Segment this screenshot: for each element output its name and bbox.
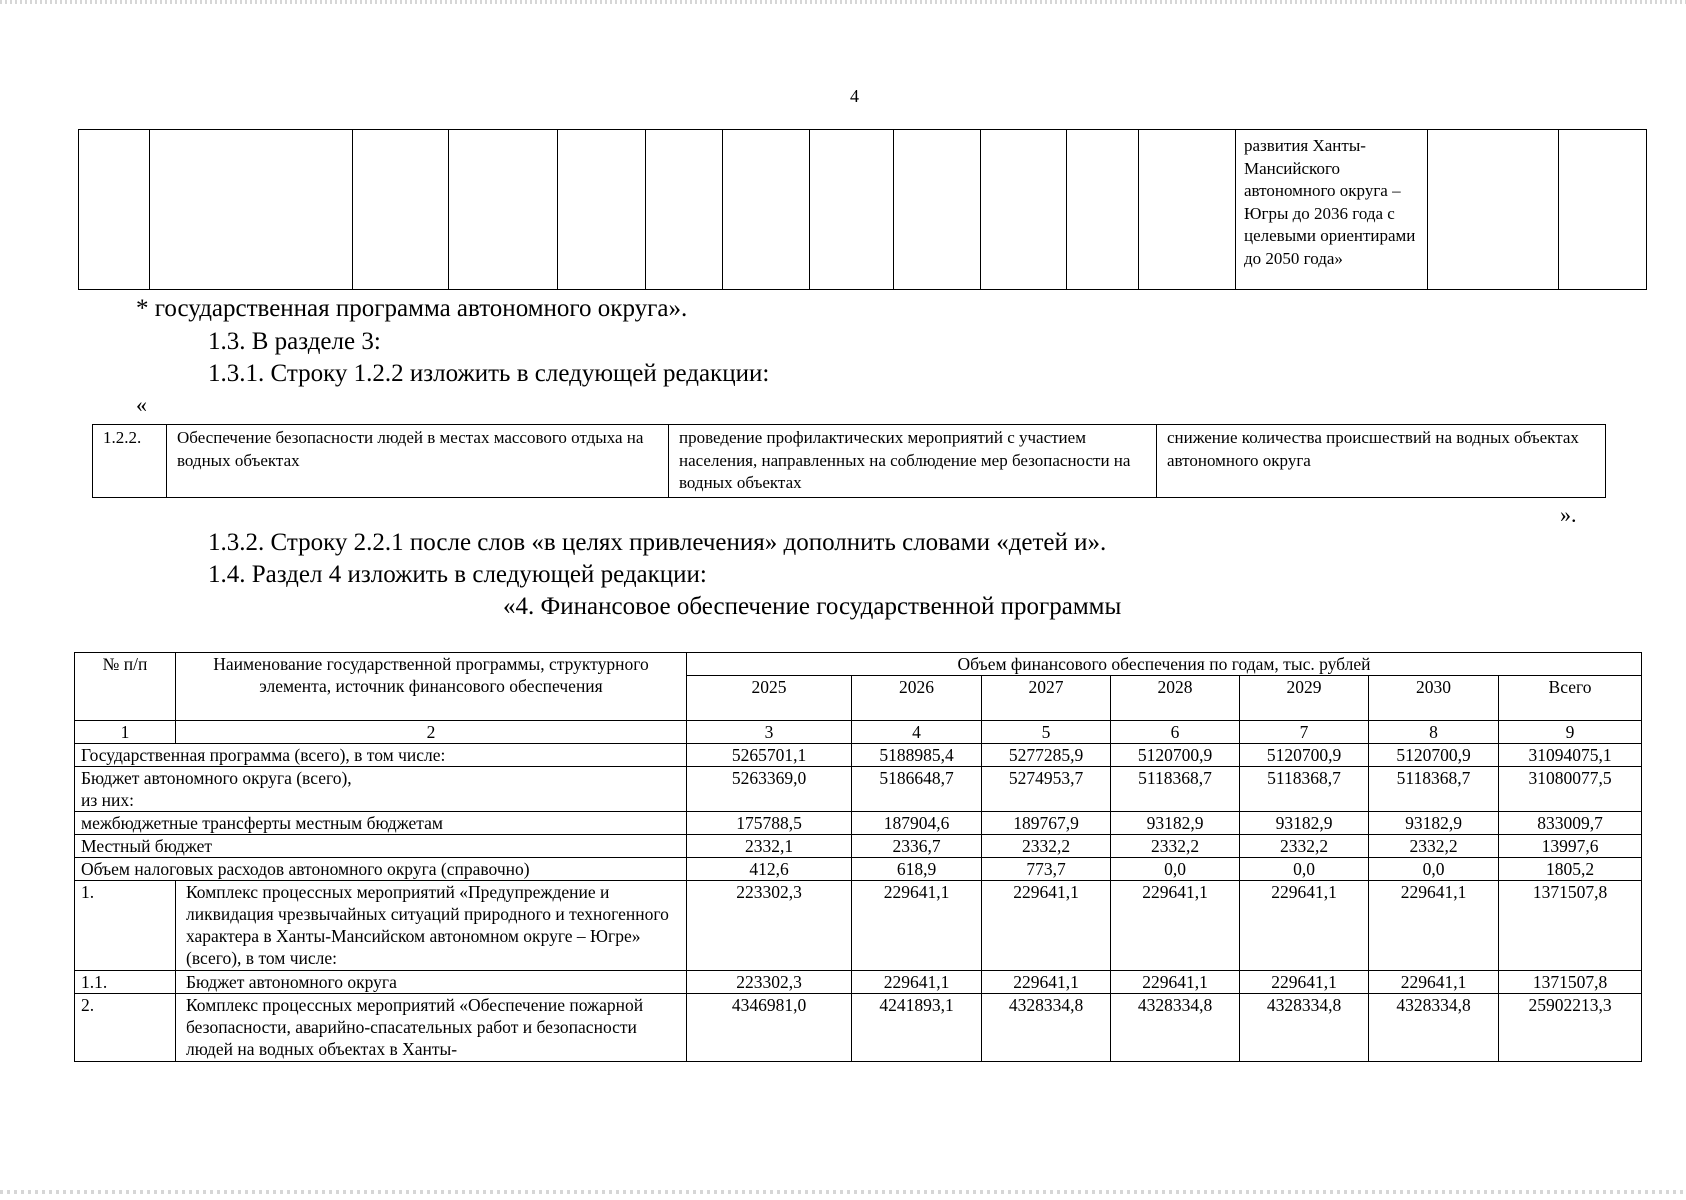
row-label: межбюджетные трансферты местным бюджетам	[75, 812, 687, 835]
frag-text-cell	[1236, 130, 1428, 290]
close-quote: ».	[1560, 502, 1577, 527]
column-number: 7	[1240, 721, 1369, 744]
row-label: Государственная программа (всего), в том числе:	[75, 744, 687, 767]
header-name: Наименование государственной программы, структурного элемента, источник финансового обеспечения	[176, 653, 687, 721]
cell-value: 2332,2	[1240, 835, 1369, 858]
cell-value: 773,7	[982, 858, 1111, 881]
cell-value: 2336,7	[852, 835, 982, 858]
column-number: 5	[982, 721, 1111, 744]
item-number: 1.	[75, 881, 176, 971]
column-number: 8	[1369, 721, 1499, 744]
frag-text: развития Ханты-Мансийского автономного округа – Югры до 2036 года с целевыми ориентирами до 2050 года»	[1244, 136, 1416, 268]
paragraph-1-3-2: 1.3.2. Строку 2.2.1 после слов «в целях привлечения» дополнить словами «детей и».	[208, 529, 1107, 556]
cell-value: 31080077,5	[1499, 767, 1642, 812]
header-year: 2030	[1369, 676, 1499, 721]
paragraph-1-3: 1.3. В разделе 3:	[208, 328, 381, 355]
cell-value: 229641,1	[852, 881, 982, 971]
table-row	[75, 812, 1642, 835]
cell-value: 833009,7	[1499, 812, 1642, 835]
frag-cell	[558, 130, 646, 290]
row-label: Объем налоговых расходов автономного округа (справочно)	[75, 858, 687, 881]
page-number: 4	[850, 86, 859, 106]
frag-cell	[449, 130, 558, 290]
frag-cell	[1139, 130, 1236, 290]
cell-value: 5186648,7	[852, 767, 982, 812]
header-year: 2029	[1240, 676, 1369, 721]
header-volume: Объем финансового обеспечения по годам, тыс. рублей	[687, 653, 1642, 676]
cell-value: 5118368,7	[1111, 767, 1240, 812]
cell-value: 5263369,0	[687, 767, 852, 812]
table-row	[75, 881, 1642, 971]
cell-value: 2332,2	[1369, 835, 1499, 858]
cell-value: 4328334,8	[1240, 994, 1369, 1062]
row-122-num: 1.2.2.	[93, 425, 167, 498]
cell-value: 229641,1	[1369, 971, 1499, 994]
cell-value: 5277285,9	[982, 744, 1111, 767]
cell-value: 5120700,9	[1240, 744, 1369, 767]
table-row	[75, 767, 1642, 812]
cell-value: 229641,1	[1240, 971, 1369, 994]
cell-value: 4346981,0	[687, 994, 852, 1062]
paragraph-1-4: 1.4. Раздел 4 изложить в следующей редакции:	[208, 561, 707, 588]
frag-cell	[810, 130, 894, 290]
row-label: Местный бюджет	[75, 835, 687, 858]
cell-value: 189767,9	[982, 812, 1111, 835]
row-122-measures: проведение профилактических мероприятий с участием населения, направленных на соблюдение мер безопасности на водных объектах	[669, 425, 1157, 498]
item-name: Комплекс процессных мероприятий «Обеспечение пожарной безопасности, аварийно-спасательных работ и безопасности людей на водных объектах в Ханты-	[176, 994, 687, 1062]
cell-value: 5265701,1	[687, 744, 852, 767]
frag-cell	[150, 130, 353, 290]
cell-value: 0,0	[1111, 858, 1240, 881]
cell-value: 223302,3	[687, 881, 852, 971]
frag-cell	[1559, 130, 1647, 290]
header-num: № п/п	[75, 653, 176, 721]
frag-cell	[981, 130, 1067, 290]
cell-value: 1371507,8	[1499, 971, 1642, 994]
cell-value: 618,9	[852, 858, 982, 881]
header-year: 2025	[687, 676, 852, 721]
cell-value: 93182,9	[1240, 812, 1369, 835]
table-row	[75, 994, 1642, 1062]
cell-value: 4328334,8	[982, 994, 1111, 1062]
column-number: 4	[852, 721, 982, 744]
row-label	[75, 767, 687, 812]
row-label-line: из них:	[81, 790, 134, 810]
column-number: 2	[176, 721, 687, 744]
table-row	[75, 858, 1642, 881]
cell-value: 229641,1	[852, 971, 982, 994]
frag-cell	[353, 130, 449, 290]
table-row	[75, 835, 1642, 858]
item-number: 1.1.	[75, 971, 176, 994]
scan-edge-bottom	[0, 1190, 1686, 1194]
cell-value: 4241893,1	[852, 994, 982, 1062]
cell-value: 229641,1	[1111, 971, 1240, 994]
header-year: 2026	[852, 676, 982, 721]
cell-value: 93182,9	[1111, 812, 1240, 835]
finance-table	[74, 652, 1642, 1062]
cell-value: 0,0	[1369, 858, 1499, 881]
item-number: 2.	[75, 994, 176, 1062]
scan-edge-top	[0, 0, 1686, 4]
frag-cell	[1428, 130, 1559, 290]
column-number: 3	[687, 721, 852, 744]
frag-cell	[723, 130, 810, 290]
paragraph-1-3-1: 1.3.1. Строку 1.2.2 изложить в следующей редакции:	[208, 360, 770, 387]
cell-value: 412,6	[687, 858, 852, 881]
open-quote: «	[136, 392, 147, 417]
cell-value: 229641,1	[1111, 881, 1240, 971]
header-total: Всего	[1499, 676, 1642, 721]
cell-value: 4328334,8	[1111, 994, 1240, 1062]
cell-value: 1371507,8	[1499, 881, 1642, 971]
cell-value: 1805,2	[1499, 858, 1642, 881]
section-title: «4. Финансовое обеспечение государственной программы	[503, 593, 1122, 620]
cell-value: 5188985,4	[852, 744, 982, 767]
cell-value: 229641,1	[982, 881, 1111, 971]
cell-value: 223302,3	[687, 971, 852, 994]
cell-value: 2332,2	[982, 835, 1111, 858]
row-122-task: Обеспечение безопасности людей в местах массового отдыха на водных объектах	[167, 425, 669, 498]
table-row	[75, 744, 1642, 767]
cell-value: 4328334,8	[1369, 994, 1499, 1062]
row-1-2-2-table	[92, 424, 1606, 498]
cell-value: 2332,2	[1111, 835, 1240, 858]
cell-value: 5120700,9	[1369, 744, 1499, 767]
column-number: 6	[1111, 721, 1240, 744]
row-122-result: снижение количества происшествий на водных объектах автономного округа	[1157, 425, 1606, 498]
item-name: Комплекс процессных мероприятий «Предупреждение и ликвидация чрезвычайных ситуаций природного и техногенного характера в Ханты-Мансийском автономном округе – Югре» (всего), в том числе:	[176, 881, 687, 971]
cell-value: 13997,6	[1499, 835, 1642, 858]
column-number: 9	[1499, 721, 1642, 744]
item-name: Бюджет автономного округа	[176, 971, 687, 994]
cell-value: 229641,1	[1369, 881, 1499, 971]
cell-value: 2332,1	[687, 835, 852, 858]
row-label-line: Бюджет автономного округа (всего),	[81, 768, 352, 788]
frag-cell	[1067, 130, 1139, 290]
table-row	[75, 971, 1642, 994]
cell-value: 229641,1	[982, 971, 1111, 994]
cell-value: 0,0	[1240, 858, 1369, 881]
previous-table-fragment	[78, 129, 1647, 290]
cell-value: 31094075,1	[1499, 744, 1642, 767]
cell-value: 5274953,7	[982, 767, 1111, 812]
cell-value: 187904,6	[852, 812, 982, 835]
frag-cell	[646, 130, 723, 290]
footnote: * государственная программа автономного округа».	[136, 295, 688, 322]
header-year: 2027	[982, 676, 1111, 721]
cell-value: 25902213,3	[1499, 994, 1642, 1062]
cell-value: 175788,5	[687, 812, 852, 835]
cell-value: 5118368,7	[1240, 767, 1369, 812]
frag-cell	[894, 130, 981, 290]
cell-value: 229641,1	[1240, 881, 1369, 971]
column-number: 1	[75, 721, 176, 744]
cell-value: 5118368,7	[1369, 767, 1499, 812]
frag-cell	[79, 130, 150, 290]
cell-value: 93182,9	[1369, 812, 1499, 835]
header-year: 2028	[1111, 676, 1240, 721]
cell-value: 5120700,9	[1111, 744, 1240, 767]
